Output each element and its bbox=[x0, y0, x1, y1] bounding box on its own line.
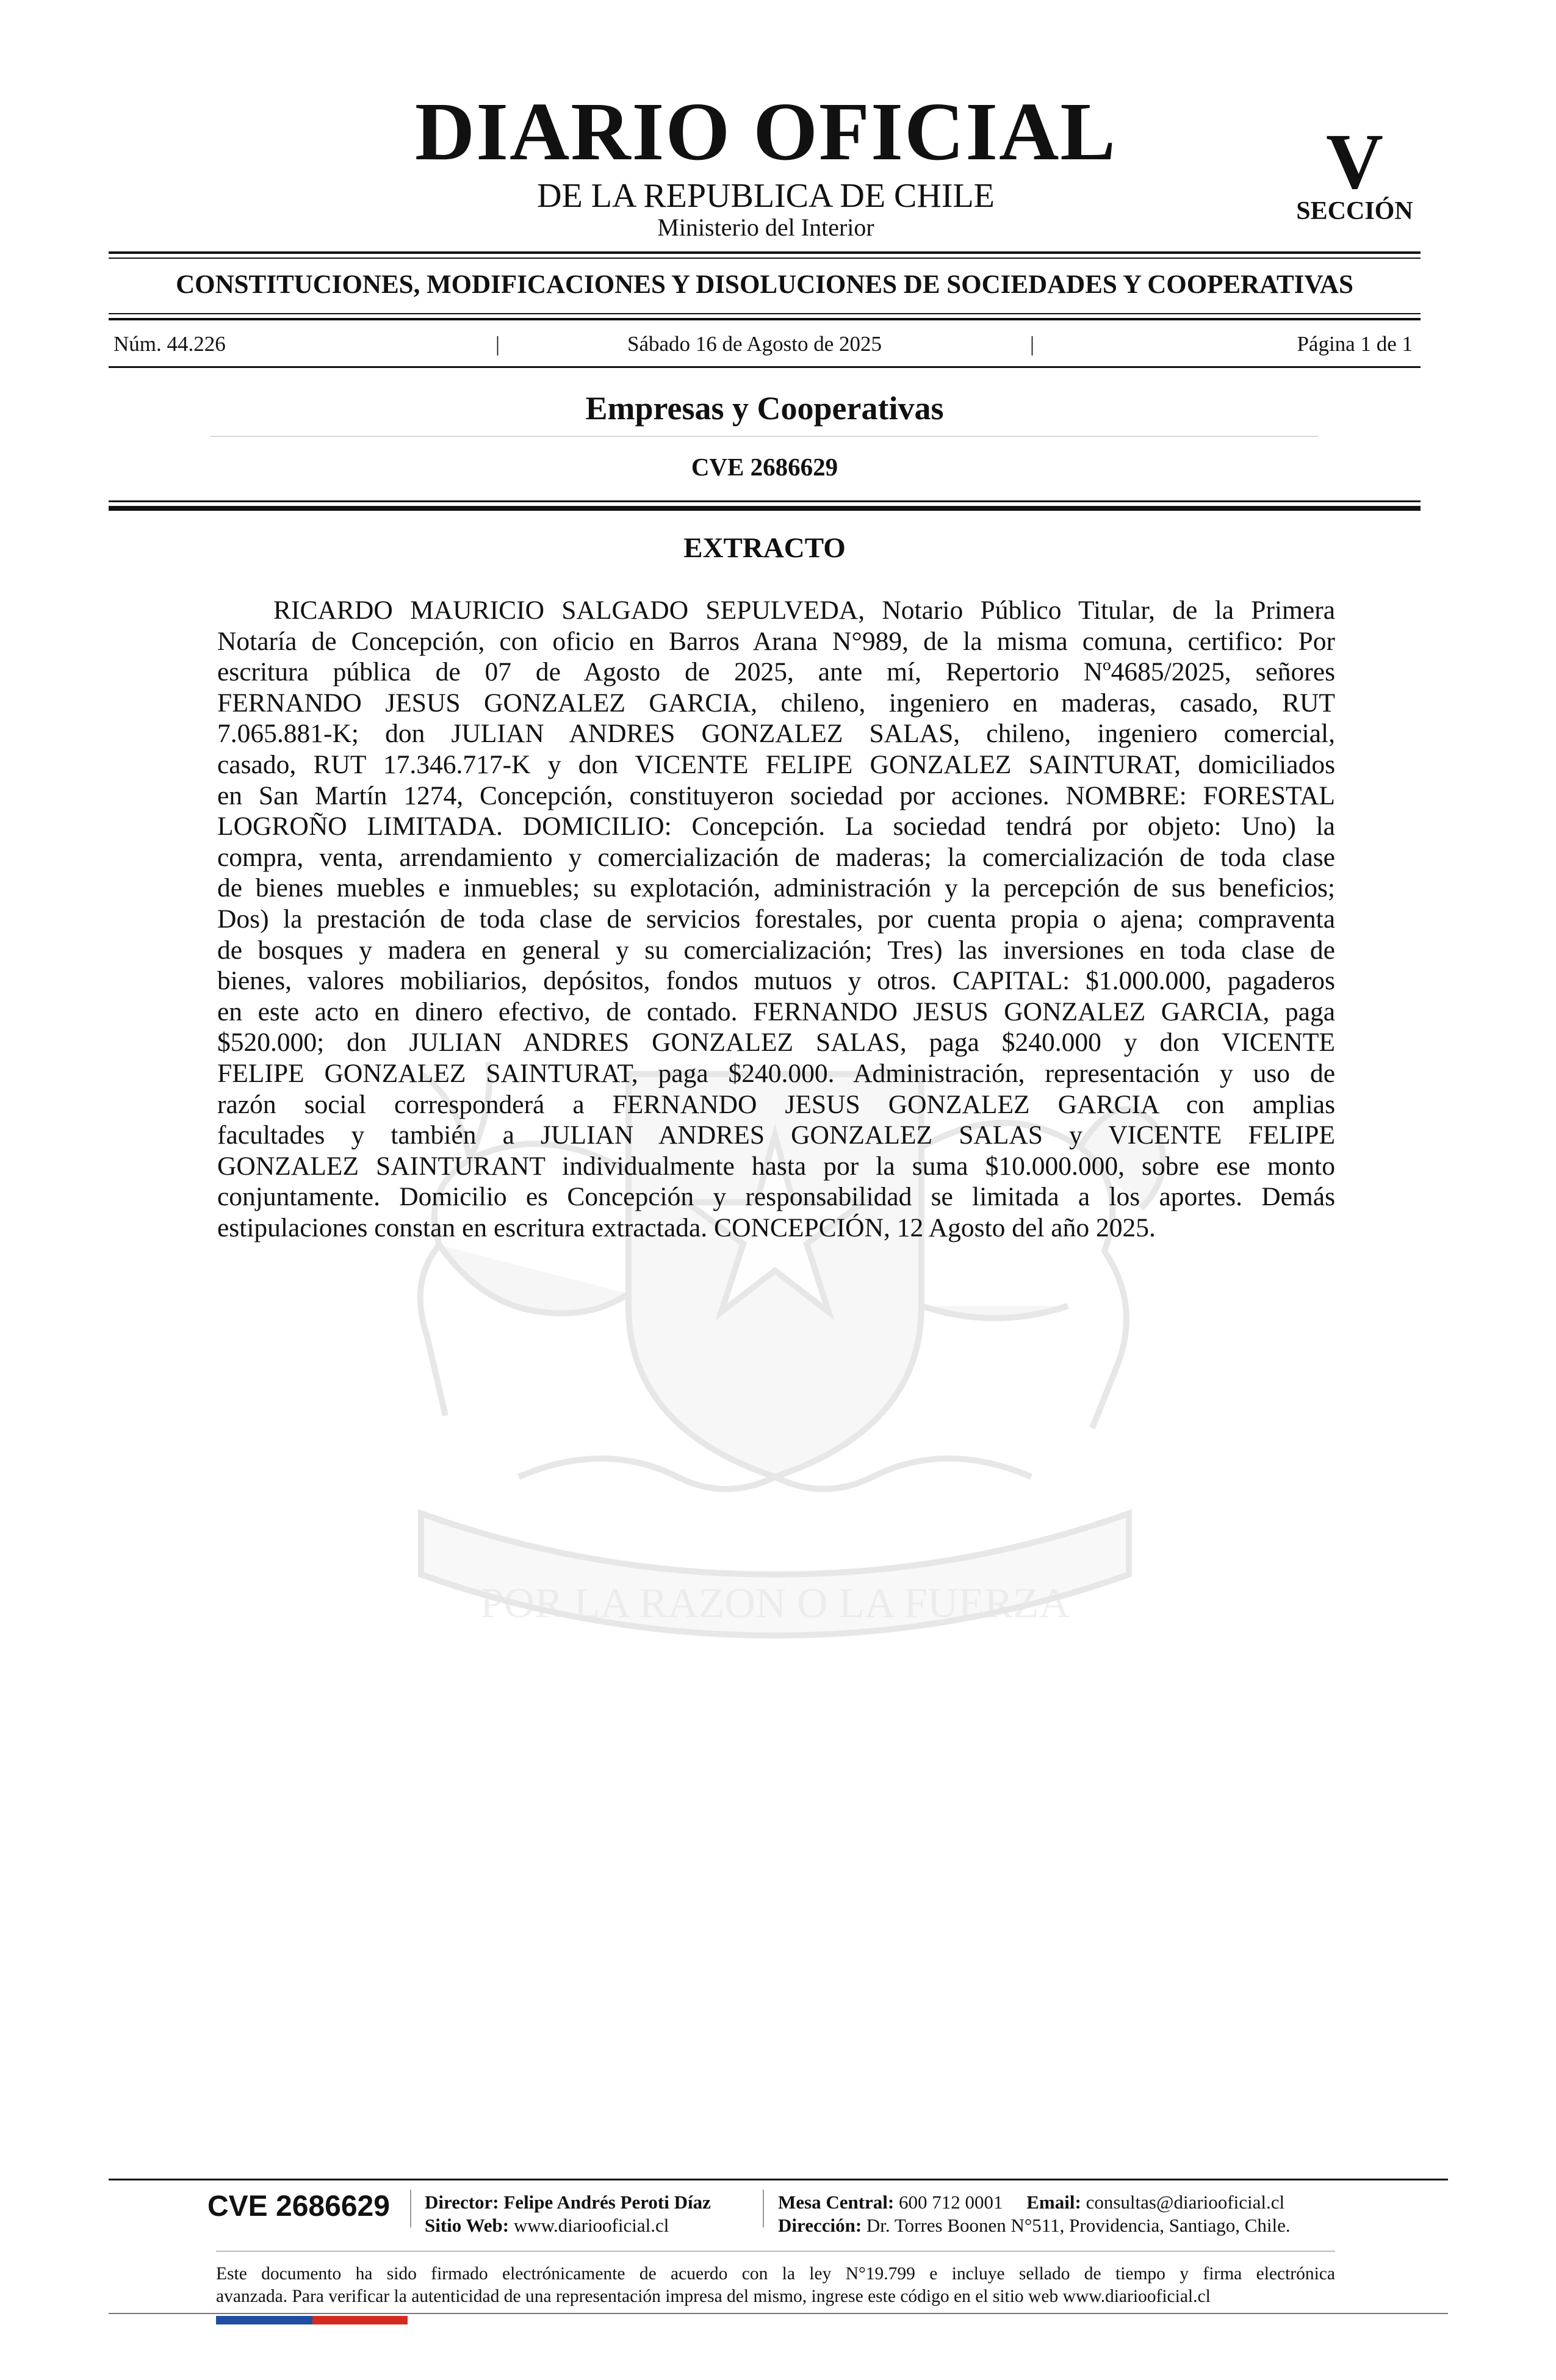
cve-code: CVE 2686629 bbox=[691, 453, 838, 481]
body-line: bienes, valores mobiliarios, depósitos, fondos mutuos y otros. CAPITAL: $1.000.000, pagaderos bbox=[217, 966, 1335, 996]
body-line: de bienes muebles e inmuebles; su explotación, administración y la percepción de sus beneficios; bbox=[217, 873, 1335, 903]
director-label: Director: bbox=[425, 2191, 499, 2213]
infobar-separator: | bbox=[1030, 332, 1035, 356]
footer-rule-top bbox=[109, 2179, 1448, 2180]
body-line: en este acto en dinero efectivo, de contado. FERNANDO JESUS GONZALEZ GARCIA, paga bbox=[217, 997, 1335, 1026]
footer-contact bbox=[778, 2191, 1284, 2214]
rule-infobar bbox=[109, 366, 1421, 368]
body-line: FERNANDO JESUS GONZALEZ GARCIA, chileno, ingeniero en maderas, casado, RUT bbox=[217, 688, 1335, 718]
body-line: conjuntamente. Domicilio es Concepción y responsabilidad se limitada a los aportes. Demás bbox=[217, 1182, 1335, 1212]
email-link[interactable]: consultas@diariooficial.cl bbox=[1086, 2191, 1285, 2213]
rule-cve-1 bbox=[109, 500, 1421, 502]
body-line: en San Martín 1274, Concepción, constituyeron sociedad por acciones. NOMBRE: FORESTAL bbox=[217, 781, 1335, 810]
body-line: razón social corresponderá a FERNANDO JESUS GONZALEZ GARCIA con amplias bbox=[217, 1089, 1335, 1119]
issue-number: Núm. 44.226 bbox=[113, 332, 226, 356]
body-line: escritura pública de 07 de Agosto de 2025, ante mí, Repertorio Nº4685/2025, señores bbox=[217, 657, 1335, 687]
body-line: GONZALEZ SAINTURANT individualmente hasta por la suma $10.000.000, sobre ese monto bbox=[217, 1151, 1335, 1181]
flag-stripe-blue bbox=[216, 2316, 312, 2324]
footer-address bbox=[778, 2214, 1291, 2237]
body-line: LOGROÑO LIMITADA. DOMICILIO: Concepción. La sociedad tendrá por objeto: Uno) la bbox=[217, 812, 1335, 842]
phone-label: Mesa Central: bbox=[778, 2191, 895, 2213]
footer-rule-bottom bbox=[109, 2313, 1448, 2314]
email-label: Email: bbox=[1026, 2191, 1081, 2213]
rule-mid-1 bbox=[109, 313, 1421, 314]
masthead-ministry: Ministerio del Interior bbox=[657, 214, 874, 241]
infobar-separator: | bbox=[495, 332, 500, 356]
body-line: 7.065.881-K; don JULIAN ANDRES GONZALEZ SALAS, chileno, ingeniero comercial, bbox=[217, 719, 1335, 749]
masthead-subtitle: DE LA REPUBLICA DE CHILE bbox=[537, 177, 995, 215]
body-line: estipulaciones constan en escritura extractada. CONCEPCIÓN, 12 Agosto del año 2025. bbox=[217, 1213, 1156, 1242]
rule-mid-2 bbox=[109, 318, 1421, 320]
note-line: avanzada. Para verificar la autenticidad de una representación impresa del mismo, ingrese este código en el sitio web www.diariooficial.cl bbox=[216, 2287, 1211, 2306]
category-heading: CONSTITUCIONES, MODIFICACIONES Y DISOLUCIONES DE SOCIEDADES Y COOPERATIVAS bbox=[176, 270, 1353, 299]
issue-date: Sábado 16 de Agosto de 2025 bbox=[627, 332, 882, 356]
footer-cve-code: CVE 2686629 bbox=[207, 2190, 390, 2223]
address-label: Dirección: bbox=[778, 2215, 862, 2236]
website-link[interactable]: www.diariooficial.cl bbox=[513, 2215, 669, 2236]
rule-top-2 bbox=[109, 258, 1421, 259]
footer-director bbox=[425, 2191, 711, 2214]
rubric-divider bbox=[211, 436, 1318, 437]
section-letter: V bbox=[1326, 118, 1383, 206]
body-line: $520.000; don JULIAN ANDRES GONZALEZ SALAS, paga $240.000 y don VICENTE bbox=[217, 1028, 1335, 1058]
body-line: facultades y también a JULIAN ANDRES GONZALEZ SALAS y VICENTE FELIPE bbox=[217, 1120, 1335, 1150]
body-line: Notaría de Concepción, con oficio en Barros Arana N°989, de la misma comuna, certifico: Por bbox=[217, 626, 1335, 656]
rubric-title: Empresas y Cooperativas bbox=[585, 390, 944, 427]
document-body bbox=[217, 595, 1335, 1243]
rule-top-1 bbox=[109, 251, 1421, 254]
body-line: casado, RUT 17.346.717-K y don VICENTE FELIPE GONZALEZ SAINTURAT, domiciliados bbox=[217, 749, 1335, 779]
phone-number: 600 712 0001 bbox=[899, 2191, 1003, 2213]
footer-rule-mid bbox=[216, 2251, 1335, 2252]
flag-stripe-red bbox=[312, 2316, 408, 2324]
section-label: SECCIÓN bbox=[1296, 197, 1413, 225]
director-name: Felipe Andrés Peroti Díaz bbox=[503, 2191, 711, 2213]
note-line: Este documento ha sido firmado electrónicamente de acuerdo con la ley N°19.799 e incluye sellado de tiempo y firma electrónica bbox=[216, 2264, 1335, 2284]
website-label: Sitio Web: bbox=[425, 2215, 510, 2236]
page-count: Página 1 de 1 bbox=[1297, 332, 1413, 356]
body-line: FELIPE GONZALEZ SAINTURAT, paga $240.000. Administración, representación y uso de bbox=[217, 1058, 1335, 1088]
body-line: RICARDO MAURICIO SALGADO SEPULVEDA, Notario Público Titular, de la Primera bbox=[273, 596, 1335, 625]
address-value: Dr. Torres Boonen N°511, Providencia, Santiago, Chile. bbox=[866, 2215, 1291, 2236]
body-line: compra, venta, arrendamiento y comercialización de maderas; la comercialización de toda clase bbox=[217, 842, 1335, 872]
seal-motto: POR LA RAZON O LA FUERZA bbox=[480, 1580, 1070, 1627]
footer-website bbox=[425, 2214, 669, 2237]
body-line: Dos) la prestación de toda clase de servicios forestales, por cuenta propia o ajena; compraventa bbox=[217, 904, 1335, 934]
footer-verification-note bbox=[216, 2263, 1335, 2308]
footer-divider bbox=[410, 2190, 411, 2227]
footer-divider bbox=[763, 2190, 764, 2227]
rule-cve-2 bbox=[109, 506, 1421, 511]
document-title: EXTRACTO bbox=[683, 532, 846, 564]
masthead-title: DIARIO OFICIAL bbox=[414, 86, 1117, 178]
body-line: de bosques y madera en general y su comercialización; Tres) las inversiones en toda clase de bbox=[217, 935, 1335, 965]
